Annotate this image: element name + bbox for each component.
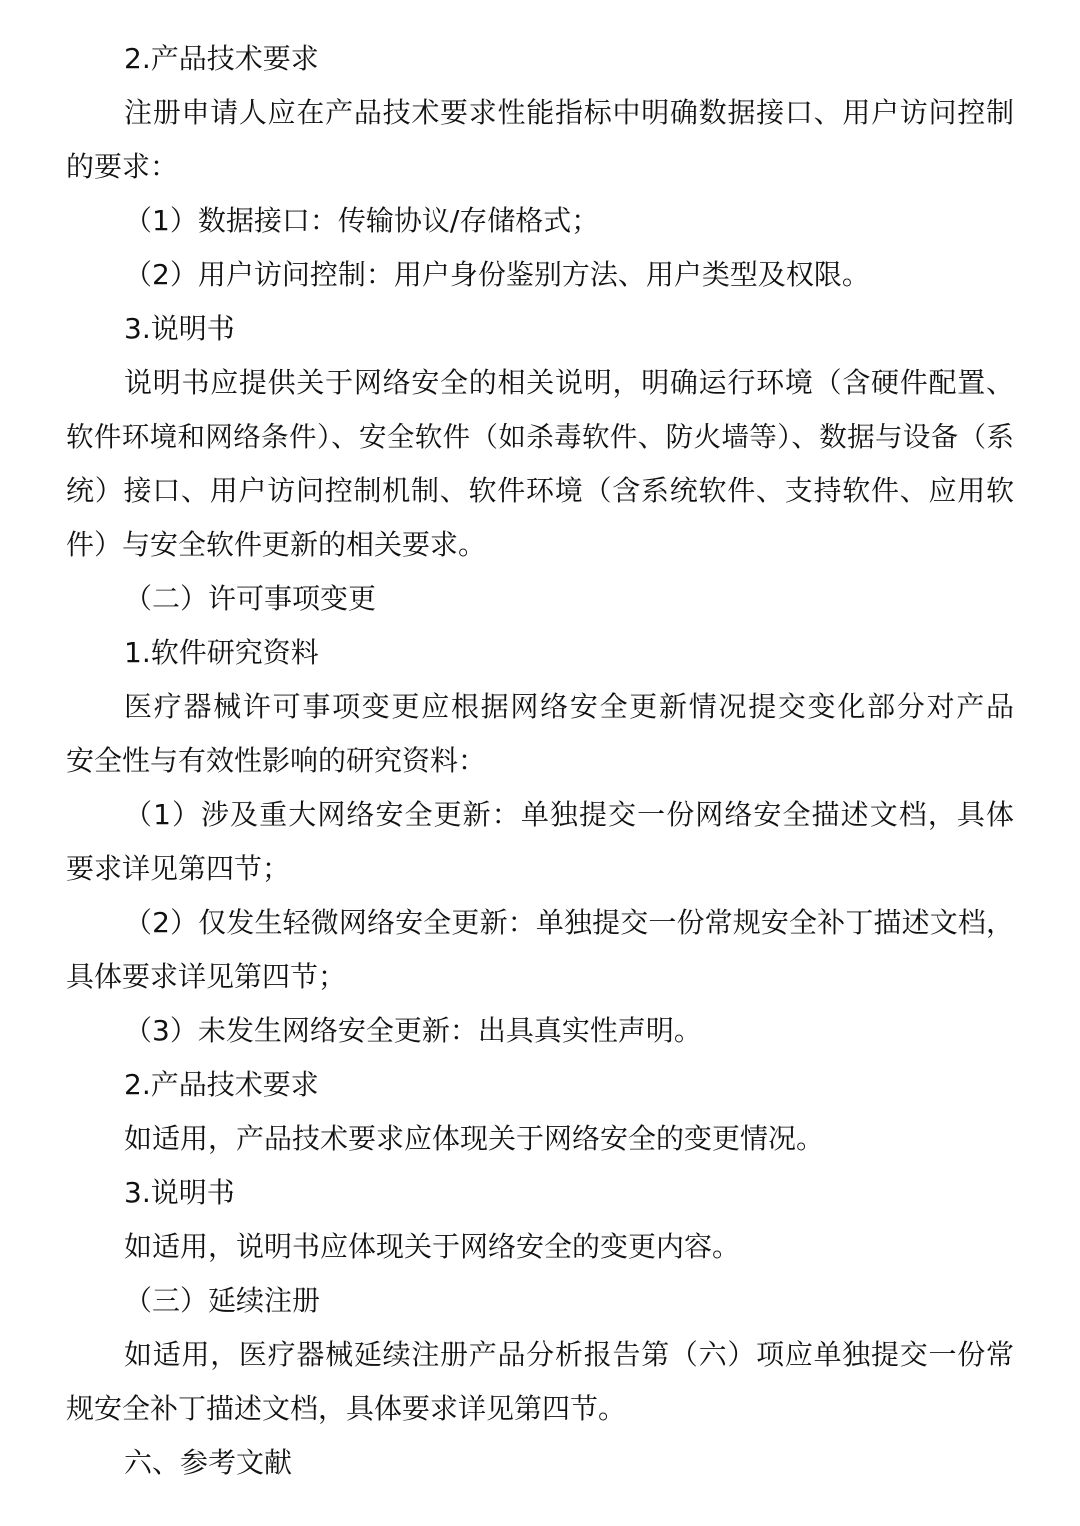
- section-heading-renewal: （三）延续注册: [124, 1284, 321, 1317]
- section-heading-manual: 3.说明书: [124, 312, 235, 345]
- list-item: （3）未发生网络安全更新：出具真实性声明。: [124, 1014, 702, 1047]
- list-item-continuation: 具体要求详见第四节；: [66, 960, 347, 993]
- list-item: （2）仅发生轻微网络安全更新：单独提交一份常规安全补丁描述文档，: [124, 906, 1014, 939]
- paragraph-line: 的要求：: [66, 150, 179, 183]
- paragraph-line: 软件环境和网络条件）、安全软件（如杀毒软件、防火墙等）、数据与设备（系: [66, 421, 1014, 453]
- list-item: （1）数据接口：传输协议/存储格式；: [124, 204, 600, 237]
- paragraph-line: 统）接口、用户访问控制机制、软件环境（含系统软件、支持软件、应用软: [66, 474, 1014, 507]
- paragraph-line: 安全性与有效性影响的研究资料：: [66, 744, 487, 777]
- paragraph-line: 医疗器械许可事项变更应根据网络安全更新情况提交变化部分对产品: [124, 690, 1014, 723]
- paragraph-line: 注册申请人应在产品技术要求性能指标中明确数据接口、用户访问控制: [124, 96, 1014, 129]
- paragraph-line: 说明书应提供关于网络安全的相关说明，明确运行环境（含硬件配置、: [124, 366, 1014, 399]
- section-heading-manual: 3.说明书: [124, 1176, 235, 1209]
- paragraph-line: 规安全补丁描述文档，具体要求详见第四节。: [66, 1392, 627, 1425]
- list-item: （1）涉及重大网络安全更新：单独提交一份网络安全描述文档，具体: [124, 798, 1014, 831]
- paragraph-line: 如适用，医疗器械延续注册产品分析报告第（六）项应单独提交一份常: [124, 1338, 1014, 1371]
- section-heading-software-research: 1.软件研究资料: [124, 636, 319, 669]
- list-item-continuation: 要求详见第四节；: [66, 852, 291, 885]
- section-heading-product-tech-requirements: 2.产品技术要求: [124, 42, 319, 75]
- paragraph-line: 件）与安全软件更新的相关要求。: [66, 528, 487, 561]
- paragraph-line: 如适用，产品技术要求应体现关于网络安全的变更情况。: [124, 1122, 825, 1155]
- section-heading-references: 六、参考文献: [124, 1446, 293, 1479]
- list-item: （2）用户访问控制：用户身份鉴别方法、用户类型及权限。: [124, 258, 870, 291]
- section-heading-product-tech-requirements: 2.产品技术要求: [124, 1068, 319, 1101]
- document-page: [66, 32, 1014, 1490]
- section-heading-license-change: （二）许可事项变更: [124, 582, 377, 615]
- paragraph-line: 如适用，说明书应体现关于网络安全的变更内容。: [124, 1230, 741, 1263]
